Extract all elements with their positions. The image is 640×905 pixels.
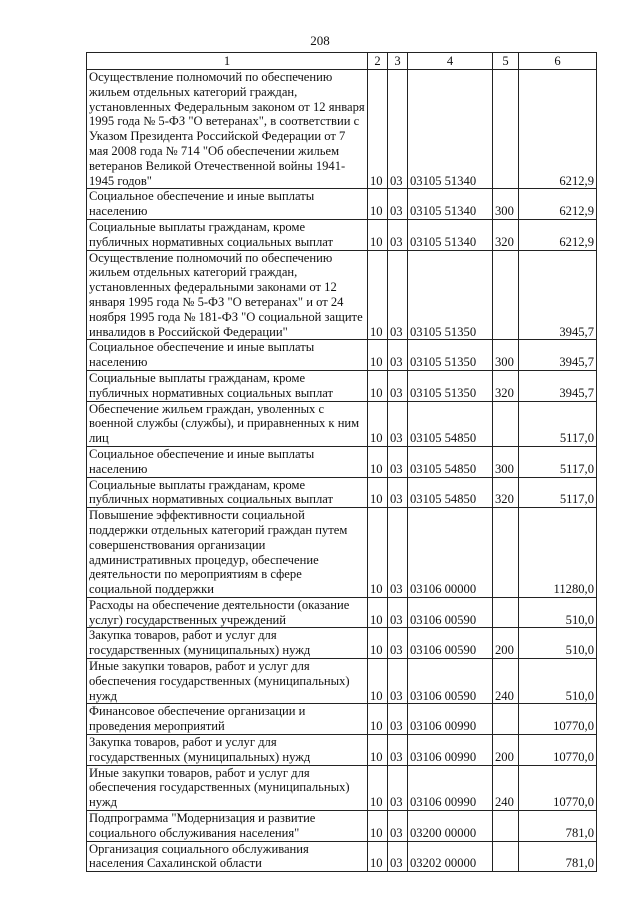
table-row xyxy=(87,659,597,704)
column-header: 5 xyxy=(493,53,519,70)
row-expense-type-cell: 300 xyxy=(493,340,519,371)
row-expense-type-cell: 320 xyxy=(493,477,519,508)
row-section-cell: 10 xyxy=(368,401,388,446)
table-row xyxy=(87,446,597,477)
row-subsection-cell: 03 xyxy=(388,811,408,842)
table-row xyxy=(87,477,597,508)
row-section-cell: 10 xyxy=(368,508,388,598)
row-name-cell: Организация социального обслуживания населения Сахалинской области xyxy=(87,841,368,872)
row-section-cell: 10 xyxy=(368,446,388,477)
row-amount-cell: 3945,7 xyxy=(519,250,597,340)
row-name-cell: Закупка товаров, работ и услуг для государственных (муниципальных) нужд xyxy=(87,628,368,659)
row-section-cell: 10 xyxy=(368,628,388,659)
row-target-article-cell: 03106 00000 xyxy=(408,508,493,598)
row-subsection-cell: 03 xyxy=(388,340,408,371)
row-amount-cell: 10770,0 xyxy=(519,704,597,735)
row-name-cell: Социальное обеспечение и иные выплаты населению xyxy=(87,340,368,371)
row-section-cell: 10 xyxy=(368,841,388,872)
row-name-cell: Обеспечение жильем граждан, уволенных с военной службы (службы), и приравненных к ним лиц xyxy=(87,401,368,446)
row-expense-type-cell: 240 xyxy=(493,659,519,704)
row-target-article-cell: 03106 00590 xyxy=(408,597,493,628)
page-number: 208 xyxy=(310,33,330,48)
row-target-article-cell: 03105 54850 xyxy=(408,401,493,446)
header-row xyxy=(87,53,597,70)
table-row xyxy=(87,219,597,250)
row-expense-type-cell xyxy=(493,704,519,735)
row-amount-cell: 3945,7 xyxy=(519,370,597,401)
row-target-article-cell: 03106 00590 xyxy=(408,659,493,704)
row-expense-type-cell xyxy=(493,250,519,340)
table-row xyxy=(87,704,597,735)
row-target-article-cell: 03105 51340 xyxy=(408,70,493,189)
row-amount-cell: 510,0 xyxy=(519,659,597,704)
row-amount-cell: 10770,0 xyxy=(519,735,597,766)
row-expense-type-cell xyxy=(493,70,519,189)
row-subsection-cell: 03 xyxy=(388,508,408,598)
row-amount-cell: 510,0 xyxy=(519,628,597,659)
row-subsection-cell: 03 xyxy=(388,250,408,340)
row-section-cell: 10 xyxy=(368,340,388,371)
row-name-cell: Расходы на обеспечение деятельности (оказание услуг) государственных учреждений xyxy=(87,597,368,628)
row-target-article-cell: 03105 51340 xyxy=(408,219,493,250)
row-amount-cell: 6212,9 xyxy=(519,189,597,220)
table-row xyxy=(87,340,597,371)
row-name-cell: Осуществление полномочий по обеспечению жильем отдельных категорий граждан, установленных федеральными законами от 12 января 1995 года № 5-ФЗ "О ветеранах" и от 24 ноября 1995 года № 181-ФЗ "О социальной защите инвалидов в Российской Федерации" xyxy=(87,250,368,340)
row-section-cell: 10 xyxy=(368,250,388,340)
row-name-cell: Социальные выплаты гражданам, кроме публичных нормативных социальных выплат xyxy=(87,370,368,401)
row-section-cell: 10 xyxy=(368,189,388,220)
row-name-cell: Социальные выплаты гражданам, кроме публичных нормативных социальных выплат xyxy=(87,477,368,508)
row-name-cell: Иные закупки товаров, работ и услуг для обеспечения государственных (муниципальных) нужд xyxy=(87,765,368,810)
row-amount-cell: 781,0 xyxy=(519,811,597,842)
row-section-cell: 10 xyxy=(368,704,388,735)
row-target-article-cell: 03106 00990 xyxy=(408,735,493,766)
row-amount-cell: 5117,0 xyxy=(519,477,597,508)
row-name-cell: Социальные выплаты гражданам, кроме публичных нормативных социальных выплат xyxy=(87,219,368,250)
row-amount-cell: 510,0 xyxy=(519,597,597,628)
row-target-article-cell: 03105 51350 xyxy=(408,250,493,340)
row-name-cell: Подпрограмма "Модернизация и развитие социального обслуживания населения" xyxy=(87,811,368,842)
budget-table xyxy=(86,52,597,872)
row-amount-cell: 10770,0 xyxy=(519,765,597,810)
row-section-cell: 10 xyxy=(368,219,388,250)
row-subsection-cell: 03 xyxy=(388,659,408,704)
row-expense-type-cell: 320 xyxy=(493,219,519,250)
row-subsection-cell: 03 xyxy=(388,370,408,401)
table-row xyxy=(87,765,597,810)
row-expense-type-cell: 320 xyxy=(493,370,519,401)
row-section-cell: 10 xyxy=(368,477,388,508)
table-row xyxy=(87,70,597,189)
table-row xyxy=(87,628,597,659)
row-expense-type-cell xyxy=(493,508,519,598)
column-header: 3 xyxy=(388,53,408,70)
table-row xyxy=(87,597,597,628)
row-expense-type-cell xyxy=(493,401,519,446)
row-subsection-cell: 03 xyxy=(388,765,408,810)
row-subsection-cell: 03 xyxy=(388,446,408,477)
row-name-cell: Осуществление полномочий по обеспечению жильем отдельных категорий граждан, установленных Федеральным законом от 12 января 1995 года № 5-ФЗ "О ветеранах", в соответствии с Указом Президента Российской Федерации от 7 мая 2008 года № 714 "Об обеспечении жильем ветеранов Великой Отечественной войны 1941-1945 годов" xyxy=(87,70,368,189)
table-row xyxy=(87,189,597,220)
table-row xyxy=(87,508,597,598)
row-expense-type-cell: 300 xyxy=(493,189,519,220)
row-subsection-cell: 03 xyxy=(388,597,408,628)
row-subsection-cell: 03 xyxy=(388,628,408,659)
row-subsection-cell: 03 xyxy=(388,70,408,189)
row-amount-cell: 6212,9 xyxy=(519,219,597,250)
row-section-cell: 10 xyxy=(368,811,388,842)
row-subsection-cell: 03 xyxy=(388,477,408,508)
row-target-article-cell: 03105 51350 xyxy=(408,340,493,371)
row-name-cell: Социальное обеспечение и иные выплаты населению xyxy=(87,446,368,477)
table-row xyxy=(87,735,597,766)
row-amount-cell: 3945,7 xyxy=(519,340,597,371)
row-expense-type-cell: 300 xyxy=(493,446,519,477)
table-row xyxy=(87,401,597,446)
row-expense-type-cell xyxy=(493,597,519,628)
row-expense-type-cell: 200 xyxy=(493,628,519,659)
row-subsection-cell: 03 xyxy=(388,841,408,872)
row-name-cell: Повышение эффективности социальной поддержки отдельных категорий граждан путем совершенствования организации административных процедур, обеспечение деятельности по мероприятиям в сфере социальной поддержки xyxy=(87,508,368,598)
row-expense-type-cell xyxy=(493,841,519,872)
table-row xyxy=(87,370,597,401)
row-subsection-cell: 03 xyxy=(388,704,408,735)
row-section-cell: 10 xyxy=(368,735,388,766)
row-name-cell: Финансовое обеспечение организации и проведения мероприятий xyxy=(87,704,368,735)
row-subsection-cell: 03 xyxy=(388,219,408,250)
table-row xyxy=(87,250,597,340)
column-header: 6 xyxy=(519,53,597,70)
row-name-cell: Социальное обеспечение и иные выплаты населению xyxy=(87,189,368,220)
row-target-article-cell: 03202 00000 xyxy=(408,841,493,872)
row-section-cell: 10 xyxy=(368,765,388,810)
row-expense-type-cell xyxy=(493,811,519,842)
row-target-article-cell: 03105 51340 xyxy=(408,189,493,220)
row-target-article-cell: 03105 54850 xyxy=(408,446,493,477)
row-name-cell: Закупка товаров, работ и услуг для государственных (муниципальных) нужд xyxy=(87,735,368,766)
row-expense-type-cell: 200 xyxy=(493,735,519,766)
row-amount-cell: 5117,0 xyxy=(519,446,597,477)
column-header: 4 xyxy=(408,53,493,70)
row-target-article-cell: 03106 00990 xyxy=(408,704,493,735)
table-row xyxy=(87,811,597,842)
row-amount-cell: 781,0 xyxy=(519,841,597,872)
row-target-article-cell: 03200 00000 xyxy=(408,811,493,842)
row-target-article-cell: 03105 54850 xyxy=(408,477,493,508)
column-header: 1 xyxy=(87,53,368,70)
row-section-cell: 10 xyxy=(368,70,388,189)
row-target-article-cell: 03106 00590 xyxy=(408,628,493,659)
row-section-cell: 10 xyxy=(368,597,388,628)
row-target-article-cell: 03106 00990 xyxy=(408,765,493,810)
row-subsection-cell: 03 xyxy=(388,401,408,446)
row-target-article-cell: 03105 51350 xyxy=(408,370,493,401)
row-amount-cell: 5117,0 xyxy=(519,401,597,446)
row-name-cell: Иные закупки товаров, работ и услуг для обеспечения государственных (муниципальных) нужд xyxy=(87,659,368,704)
row-section-cell: 10 xyxy=(368,659,388,704)
row-section-cell: 10 xyxy=(368,370,388,401)
row-subsection-cell: 03 xyxy=(388,735,408,766)
row-subsection-cell: 03 xyxy=(388,189,408,220)
row-amount-cell: 6212,9 xyxy=(519,70,597,189)
table-row xyxy=(87,841,597,872)
row-amount-cell: 11280,0 xyxy=(519,508,597,598)
column-header: 2 xyxy=(368,53,388,70)
row-expense-type-cell: 240 xyxy=(493,765,519,810)
